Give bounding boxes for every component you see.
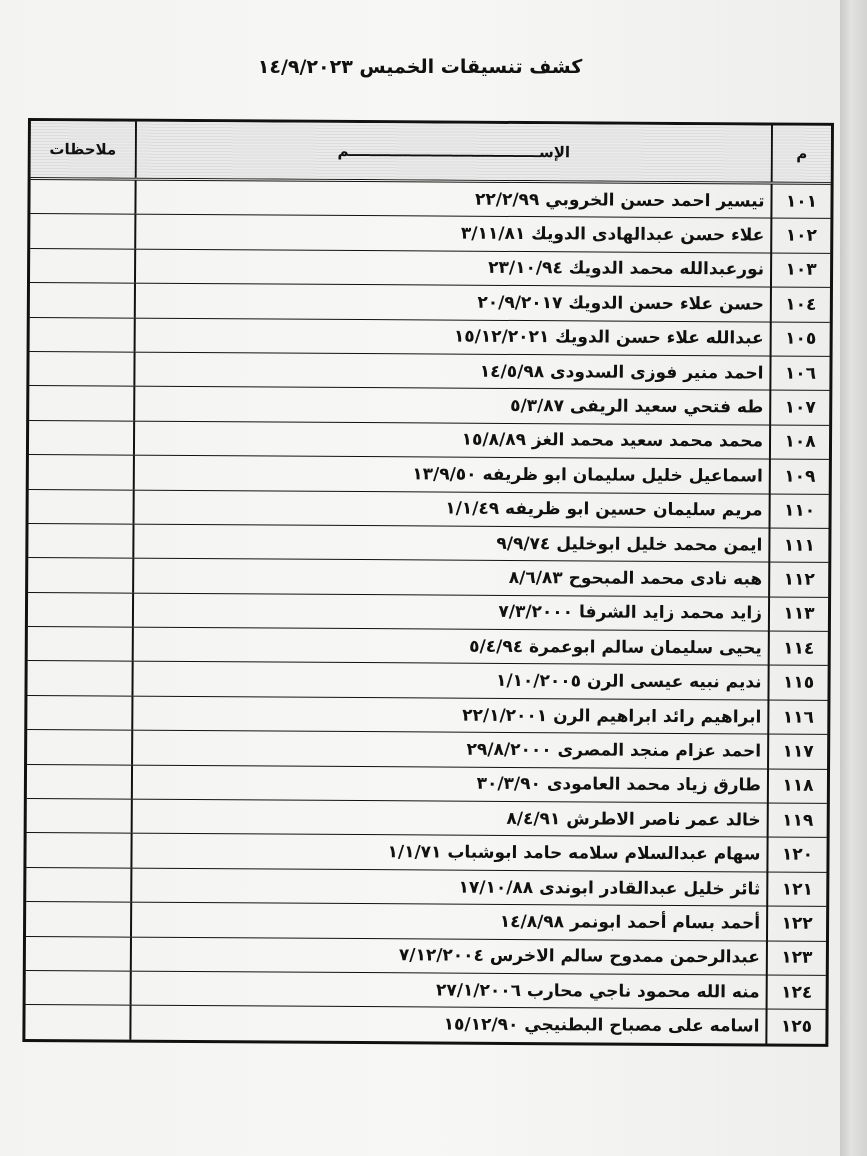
header-number: م xyxy=(771,126,831,182)
row-number: ١٢٣ xyxy=(766,941,826,975)
row-number: ١٠٩ xyxy=(769,460,829,494)
table-row xyxy=(29,455,829,494)
names-table xyxy=(22,118,834,1047)
row-number: ١٠٨ xyxy=(769,425,829,459)
table-row xyxy=(30,249,830,288)
table-row xyxy=(29,421,829,460)
row-name: ايمن محمد خليل ابوخليل ٩/٩/٧٤ xyxy=(132,525,768,562)
row-notes xyxy=(30,283,134,317)
row-number: ١١٥ xyxy=(767,666,827,700)
table-row xyxy=(26,937,826,976)
table-row xyxy=(26,868,826,907)
row-name: يحيى سليمان سالم ابوعمرة ٥/٤/٩٤ xyxy=(132,628,768,665)
table-row xyxy=(27,696,827,735)
row-number: ١٢١ xyxy=(766,872,826,906)
row-notes xyxy=(28,627,132,661)
row-notes xyxy=(27,765,131,799)
table-row xyxy=(26,902,826,941)
row-notes xyxy=(27,661,131,695)
row-name: حسن علاء حسن الدويك ٢٠/٩/٢٠١٧ xyxy=(134,284,770,321)
row-number: ١٠٤ xyxy=(770,288,830,322)
row-notes xyxy=(28,593,132,627)
row-notes xyxy=(26,902,130,936)
row-notes xyxy=(30,318,134,352)
row-number: ١١٨ xyxy=(767,769,827,803)
row-name: اسماعيل خليل سليمان ابو ظريفه ١٣/٩/٥٠ xyxy=(133,456,769,493)
row-name: هبه نادى محمد المبحوح ٨/٦/٨٣ xyxy=(132,559,768,596)
row-name: سهام عبدالسلام سلامه حامد ابوشباب ١/١/٧١ xyxy=(130,834,766,871)
table-row xyxy=(28,593,828,632)
table-row xyxy=(27,730,827,769)
row-number: ١٢٥ xyxy=(765,1010,825,1044)
row-number: ١٠٧ xyxy=(769,391,829,425)
row-number: ١٢٢ xyxy=(766,907,826,941)
table-row xyxy=(30,283,830,322)
table-row xyxy=(29,490,829,529)
table-row xyxy=(28,558,828,597)
table-row xyxy=(27,799,827,838)
table-row xyxy=(29,386,829,425)
row-name: احمد عزام منجد المصرى ٢٩/٨/٢٠٠٠ xyxy=(131,731,767,768)
table-row xyxy=(26,971,826,1010)
row-name: عبدالرحمن ممدوح سالم الاخرس ٧/١٢/٢٠٠٤ xyxy=(130,937,766,974)
table-row xyxy=(25,1005,825,1043)
row-name: منه الله محمود ناجي محارب ٢٧/١/٢٠٠٦ xyxy=(130,972,766,1009)
table-row xyxy=(27,661,827,700)
row-name: اسامه على مصباح البطنيجي ١٥/١٢/٩٠ xyxy=(129,1006,765,1043)
table-header-row xyxy=(31,121,831,185)
row-notes xyxy=(28,524,132,558)
row-number: ١٠٢ xyxy=(770,219,830,253)
row-name: علاء حسن عبدالهادى الدويك ٣/١١/٨١ xyxy=(134,215,770,252)
row-number: ١١٤ xyxy=(768,632,828,666)
row-number: ١٠٥ xyxy=(770,322,830,356)
row-notes xyxy=(25,1005,129,1039)
row-name: ابراهيم رائد ابراهيم الرن ٢٢/١/٢٠٠١ xyxy=(131,697,767,734)
header-notes: ملاحظات xyxy=(31,121,135,178)
row-notes xyxy=(27,696,131,730)
row-number: ١١٦ xyxy=(767,700,827,734)
row-name: مريم سليمان حسين ابو ظريفه ١/١/٤٩ xyxy=(133,490,769,527)
row-number: ١٢٠ xyxy=(766,838,826,872)
row-notes xyxy=(26,868,130,902)
table-row xyxy=(26,833,826,872)
row-notes xyxy=(29,455,133,489)
table-row xyxy=(29,352,829,391)
row-number: ١٠١ xyxy=(770,185,830,219)
row-notes xyxy=(30,249,134,283)
row-name: احمد منير فوزى السدودى ١٤/٥/٩٨ xyxy=(133,353,769,390)
row-number: ١١٢ xyxy=(768,563,828,597)
table-row xyxy=(30,214,830,253)
row-notes xyxy=(29,490,133,524)
row-name: طه فتحي سعيد الريفى ٥/٣/٨٧ xyxy=(133,387,769,424)
row-notes xyxy=(27,730,131,764)
row-name: أحمد بسام أحمد ابونمر ١٤/٨/٩٨ xyxy=(130,903,766,940)
header-name: الإســـــــــــــــــــــــــــــــــــــم xyxy=(135,122,771,182)
table-body xyxy=(25,180,830,1044)
row-name: تيسير احمد حسن الخروبي ٢٢/٢/٩٩ xyxy=(134,181,770,218)
row-notes xyxy=(26,937,130,971)
row-notes xyxy=(30,214,134,248)
row-name: زايد محمد زايد الشرفا ٧/٣/٢٠٠٠ xyxy=(132,593,768,630)
row-number: ١١٣ xyxy=(768,597,828,631)
background-edge xyxy=(840,0,867,1156)
row-name: خالد عمر ناصر الاطرش ٨/٤/٩١ xyxy=(131,800,767,837)
row-number: ١١٠ xyxy=(769,494,829,528)
row-number: ١١٩ xyxy=(767,804,827,838)
row-number: ١١١ xyxy=(768,528,828,562)
table-row xyxy=(28,627,828,666)
row-notes xyxy=(30,180,134,214)
row-name: محمد محمد سعيد محمد الغز ١٥/٨/٨٩ xyxy=(133,421,769,458)
row-name: طارق زياد محمد العامودى ٣٠/٣/٩٠ xyxy=(131,765,767,802)
table-row xyxy=(30,180,830,219)
row-number: ١٠٦ xyxy=(769,356,829,390)
row-notes xyxy=(28,558,132,592)
row-notes xyxy=(29,386,133,420)
row-notes xyxy=(26,833,130,867)
row-number: ١٢٤ xyxy=(766,976,826,1010)
row-notes xyxy=(29,421,133,455)
row-notes xyxy=(29,352,133,386)
row-number: ١٠٣ xyxy=(770,253,830,287)
row-name: ثائر خليل عبدالقادر ابوندى ١٧/١٠/٨٨ xyxy=(130,868,766,905)
table-row xyxy=(27,765,827,804)
row-name: نديم نبيه عيسى الرن ١/١٠/٢٠٠٥ xyxy=(131,662,767,699)
row-name: عبدالله علاء حسن الدويك ١٥/١٢/٢٠٢١ xyxy=(134,318,770,355)
row-number: ١١٧ xyxy=(767,735,827,769)
document-title: كشف تنسيقات الخميس ١٤/٩/٢٠٢٣ xyxy=(257,56,583,78)
row-notes xyxy=(26,971,130,1005)
table-row xyxy=(28,524,828,563)
row-notes xyxy=(27,799,131,833)
table-row xyxy=(30,318,830,357)
row-name: نورعبدالله محمد الدويك ٢٣/١٠/٩٤ xyxy=(134,249,770,286)
